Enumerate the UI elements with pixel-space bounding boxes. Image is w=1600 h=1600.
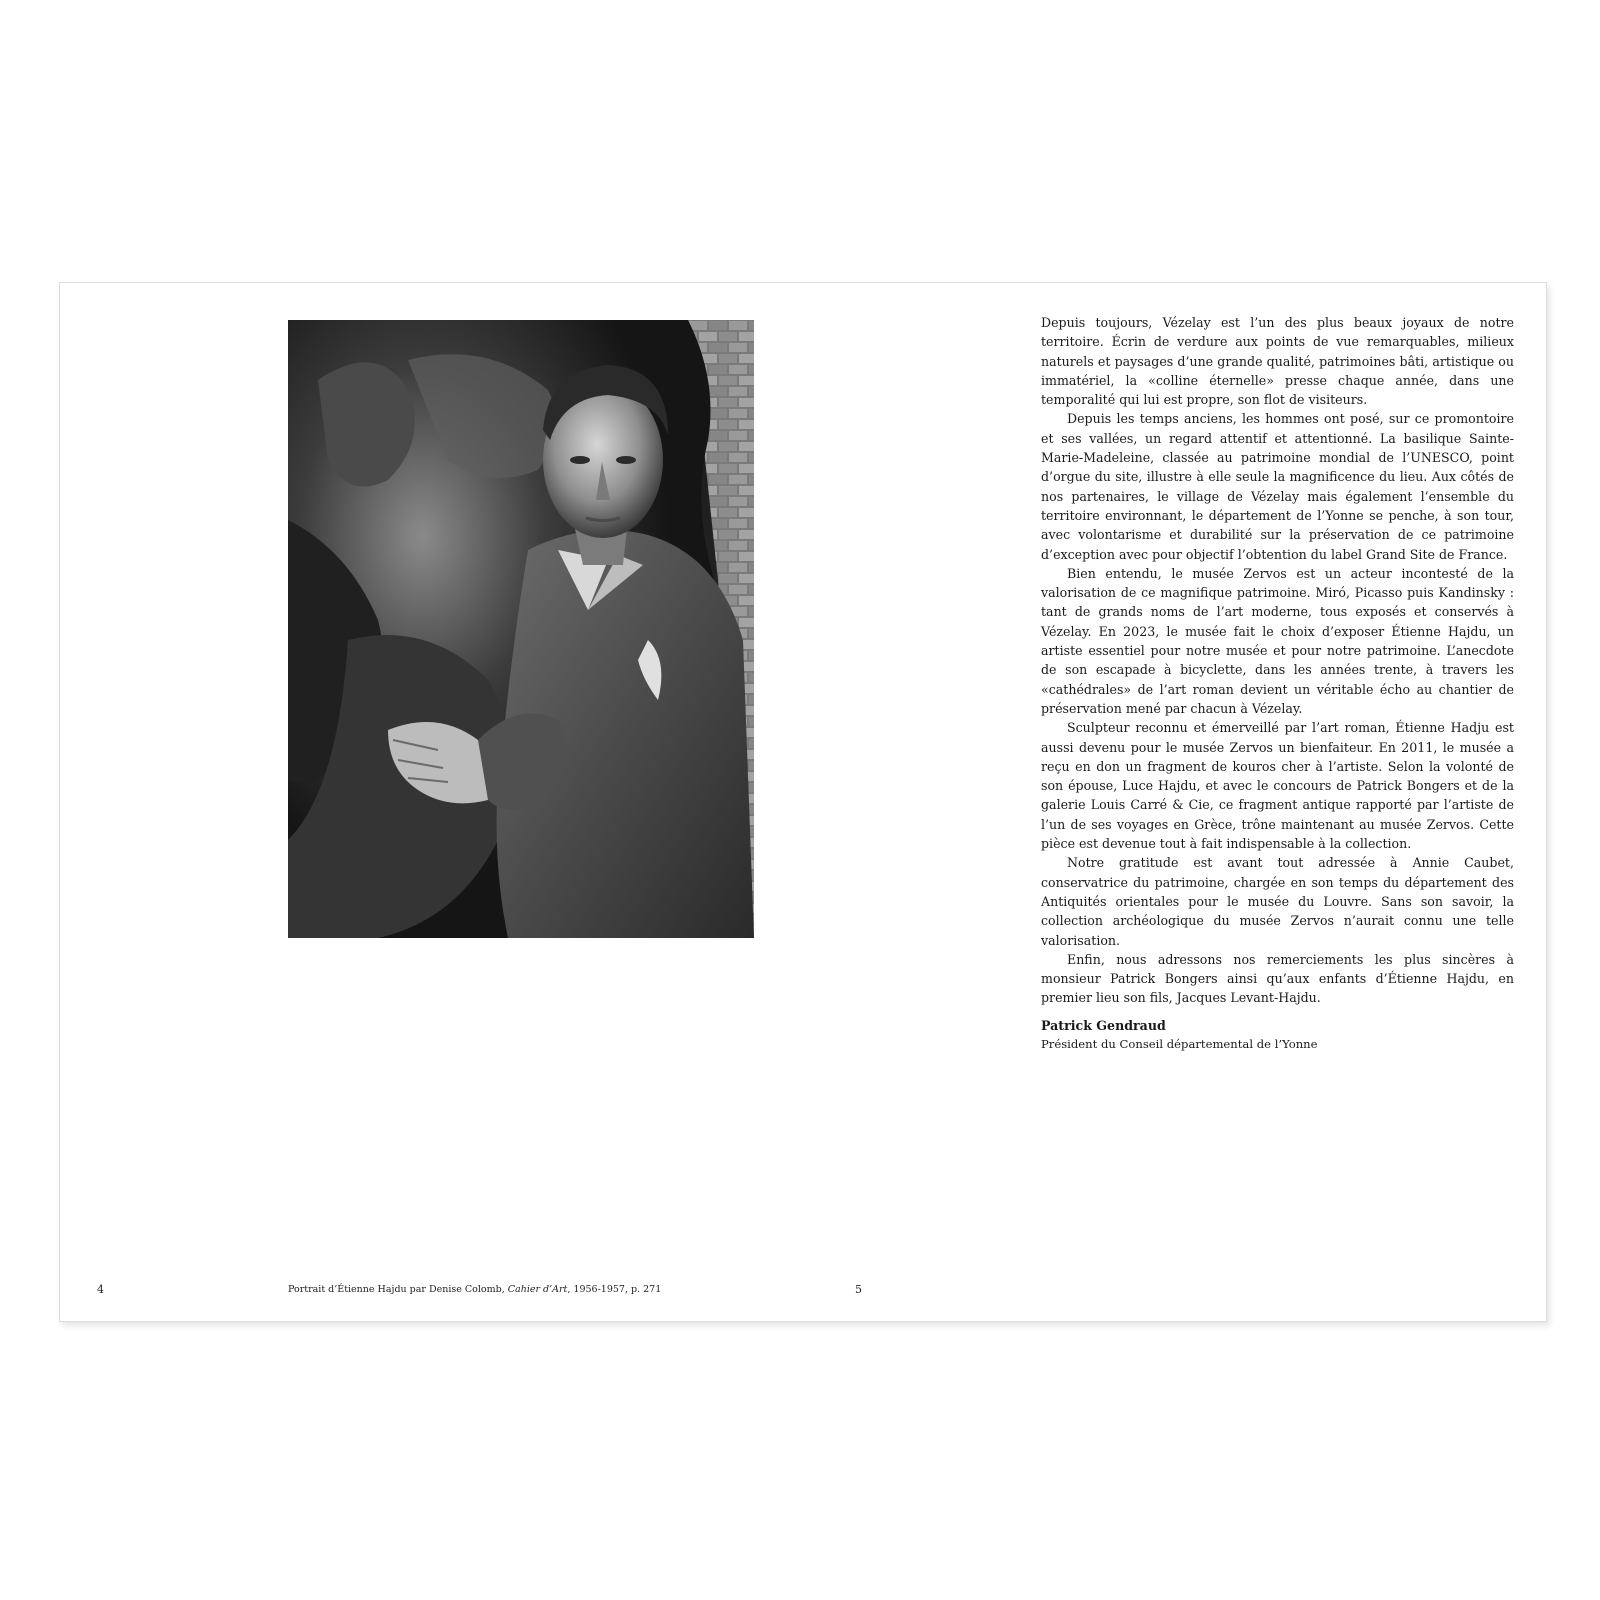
portrait-photo-graphic [288, 320, 754, 938]
photo-caption [288, 1284, 661, 1295]
signature-name: Patrick Gendraud [1041, 1018, 1166, 1033]
paragraph: Depuis toujours, Vézelay est l’un des plus beaux joyaux de notre territoire. Écrin de verdure aux points de vue remarquables, milieux naturels et paysages d’une grande qualité, patrimoines bâti, artistique ou immatériel, la «colline éternelle» presse chaque année, dans une temporalité qui lui est propre, son flot de visiteurs. [1041, 315, 1514, 408]
paragraph: Sculpteur reconnu et émerveillé par l’art roman, Étienne Hadju est aussi devenu pour le musée Zervos un bienfaiteur. En 2011, le musée a reçu en don un fragment de kouros cher à l’artiste. Selon la volonté de son épouse, Luce Hajdu, et avec le concours de Patrick Bongers et de la galerie Louis Carré & Cie, ce fragment antique rapporté par l’artiste de l’un de ses voyages en Grèce, trône maintenant au musée Zervos. Cette pièce est devenue tout à fait indispensable à la collection. [1041, 720, 1514, 852]
portrait-photo [288, 320, 754, 938]
caption-reference: , 1956-1957, p. 271 [567, 1284, 662, 1295]
page-number-right: 5 [855, 1283, 862, 1296]
page-number-left: 4 [97, 1283, 104, 1296]
paragraph: Bien entendu, le musée Zervos est un acteur incontesté de la valorisation de ce magnifique patrimoine. Miró, Picasso puis Kandinsky : tant de grands noms de l’art moderne, tous exposés et conservés à Vézelay. En 2023, le musée fait le choix d’exposer Étienne Hajdu, un artiste essentiel pour notre musée et pour notre patrimoine. L’anecdote de son escapade à bicyclette, dans les années trente, à travers les «cathédrales» de l’art roman devient un véritable écho au chantier de préservation mené par chacun à Vézelay. [1041, 565, 1514, 716]
paragraph: Depuis les temps anciens, les hommes ont posé, sur ce promontoire et ses vallées, un regard attentif et attentionné. La basilique Sainte-Marie-Madeleine, classée au patrimoine mondial de l’UNESCO, point d’orgue du site, illustre à elle seule la magnificence du lieu. Aux côtés de nos partenaires, le village de Vézelay mais également l’ensemble du territoire environnant, le département de l’Yonne se penche, à son tour, avec volontarisme et durabilité sur la préservation de ce patrimoine d’exception avec pour objectif l’obtention du label Grand Site de France. [1041, 411, 1514, 562]
caption-publication: Cahier d’Art [507, 1284, 568, 1295]
paragraph: Enfin, nous adressons nos remerciements les plus sincères à monsieur Patrick Bongers ainsi qu’aux enfants d’Étienne Hajdu, en premier lieu son fils, Jacques Levant-Hajdu. [1041, 951, 1514, 1006]
signature-title: Président du Conseil départemental de l’Yonne [1041, 1037, 1318, 1051]
paragraph: Notre gratitude est avant tout adressée à Annie Caubet, conservatrice du patrimoine, chargée en son temps du département des Antiquités orientales pour le musée du Louvre. Sans son savoir, la collection archéologique du musée Zervos n’aurait connu une telle valorisation. [1041, 855, 1514, 948]
article-body [1041, 313, 1514, 1008]
book-spread [59, 282, 1547, 1322]
caption-text: Portrait d’Étienne Hajdu par Denise Colomb, [288, 1284, 508, 1295]
signature-block [1041, 1017, 1514, 1053]
